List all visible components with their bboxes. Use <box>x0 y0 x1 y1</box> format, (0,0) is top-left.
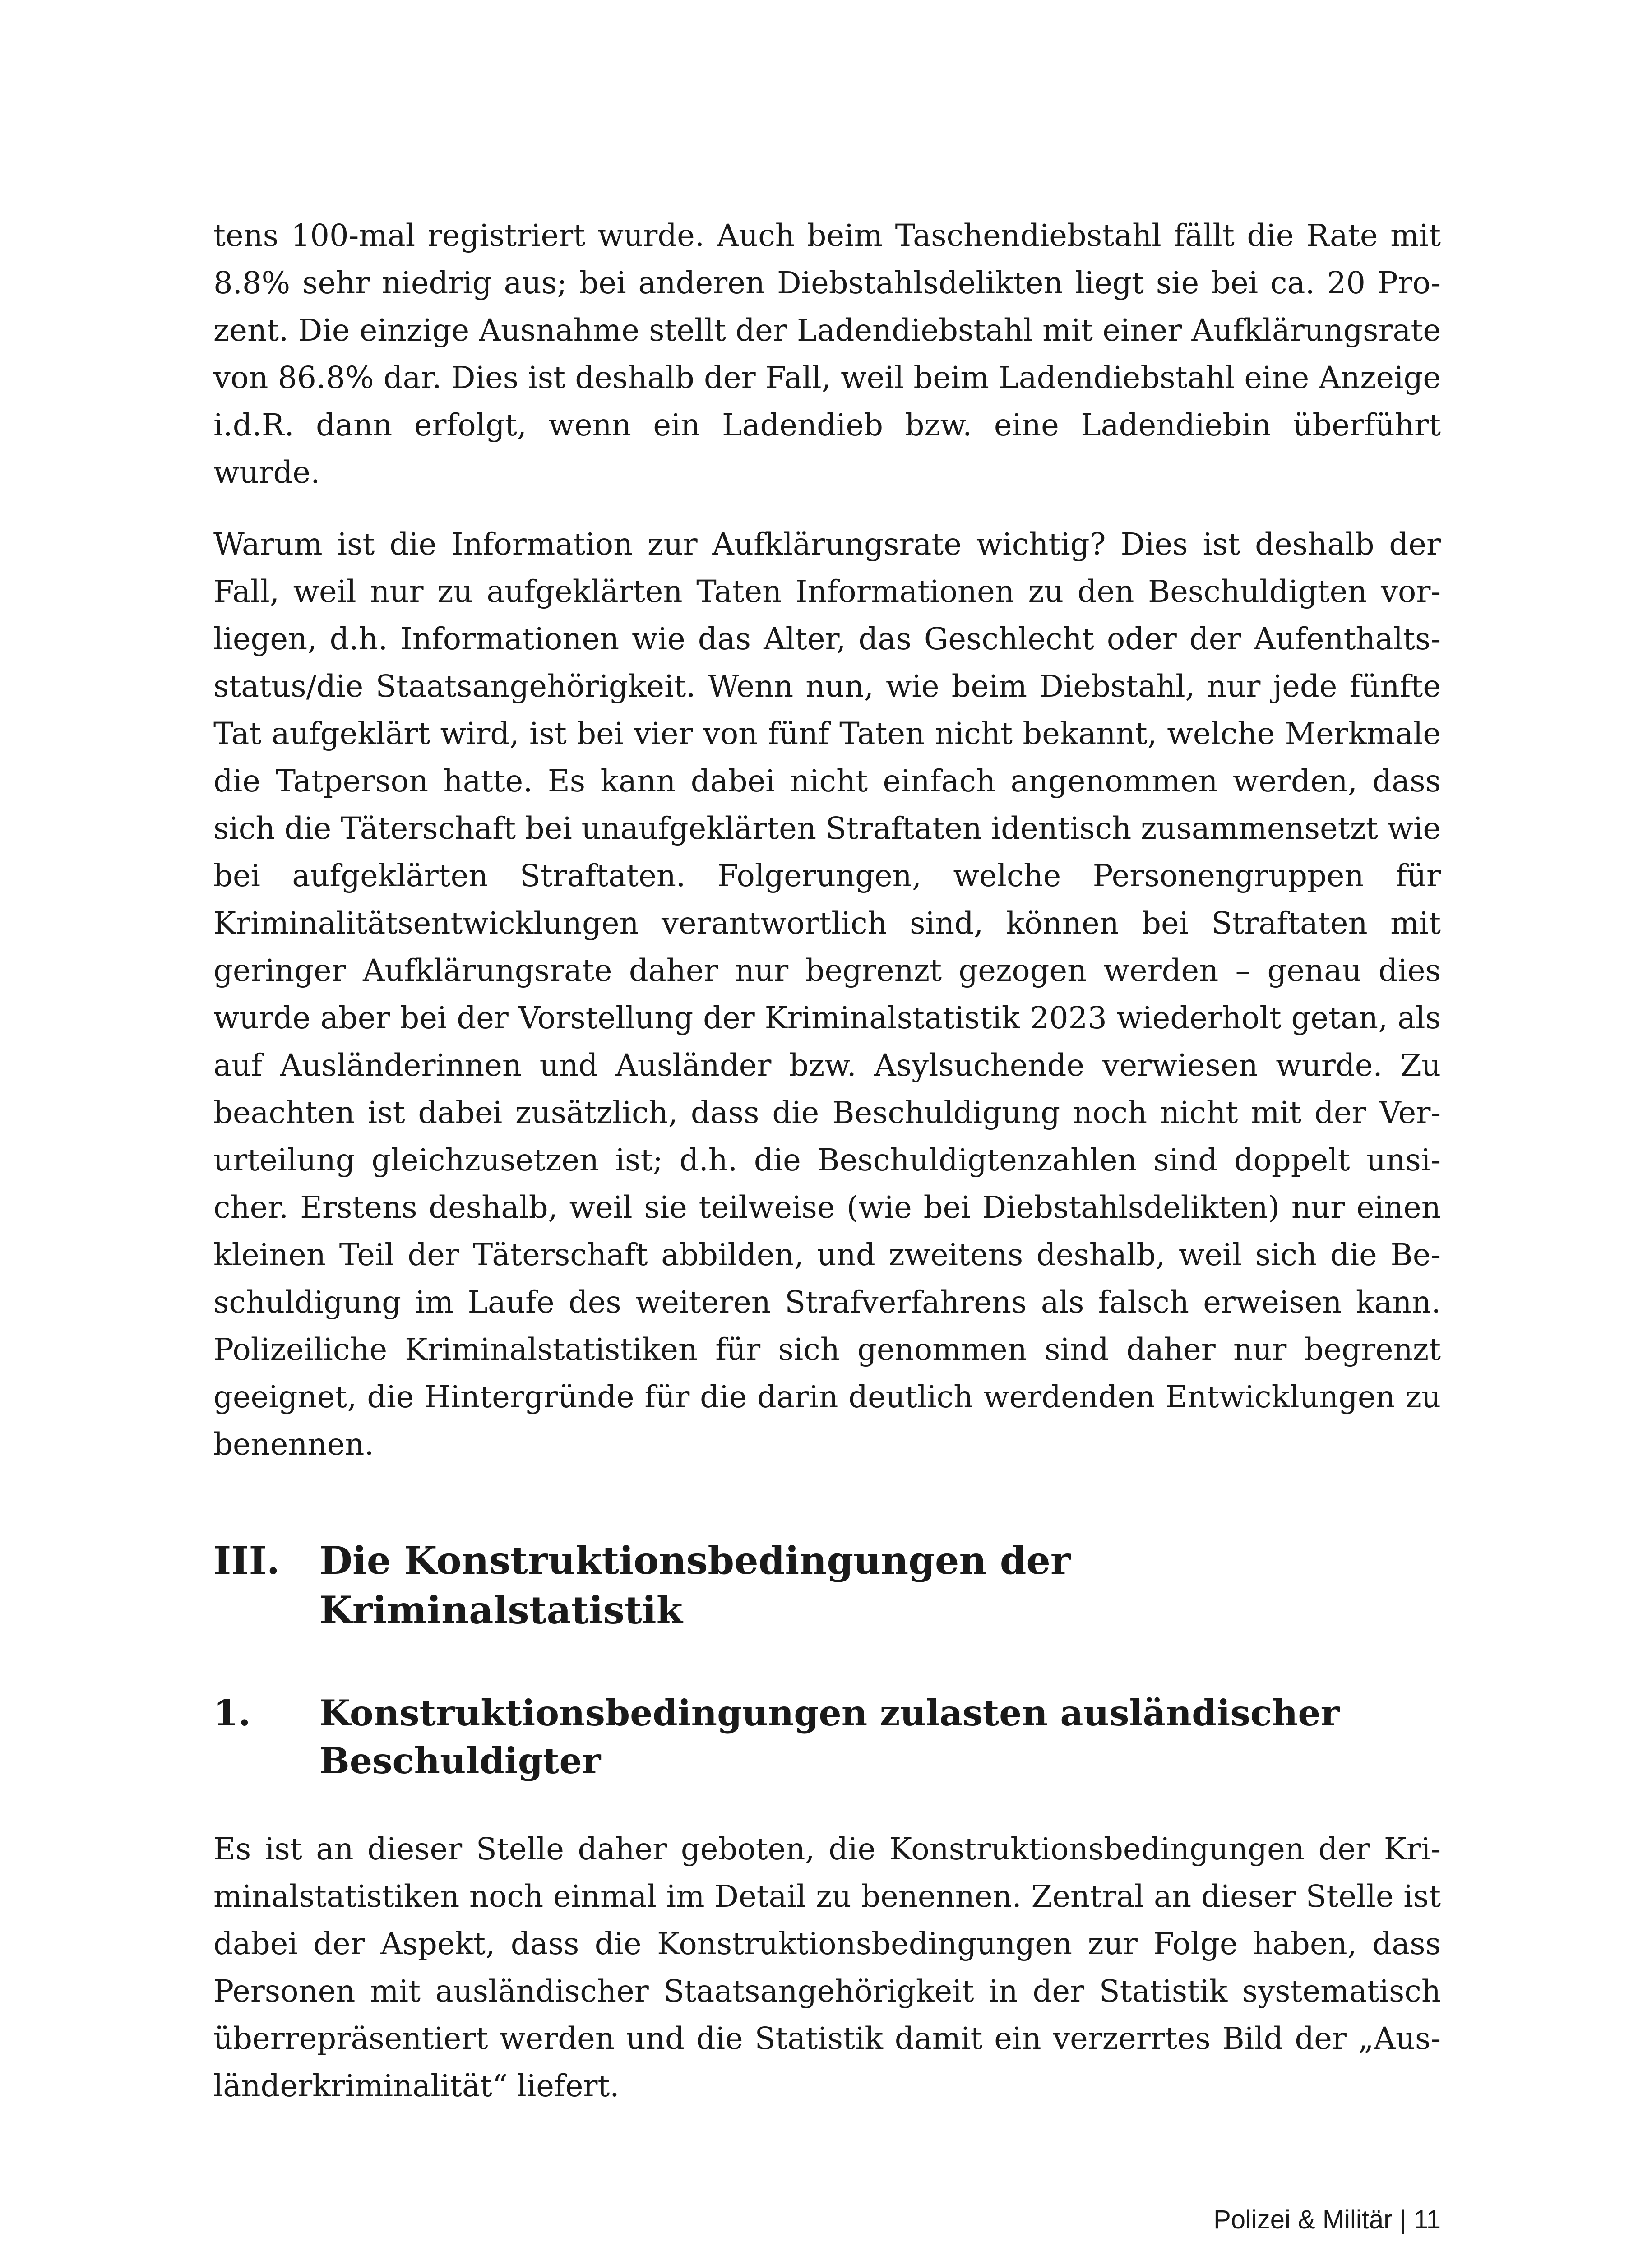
page-footer: Polizei & Militär | 11 <box>1213 2205 1441 2234</box>
subsection-number: 1. <box>213 1692 251 1734</box>
subsection-heading <box>213 1689 1441 1785</box>
section-number: III. <box>213 1538 280 1583</box>
body-paragraph: Warum ist die Information zur Aufklärungsrate wichtig? Dies ist deshalb der Fall, weil nur zu aufgeklärten Taten Informationen zu den Beschuldigten vorliegen, d.h. Informationen wie das Alter, das Geschlecht oder der Aufenthaltsstatus/die Staatsangehörigkeit. Wenn nun, wie beim Diebstahl, nur jede fünfte Tat aufgeklärt wird, ist bei vier von fünf Taten nicht bekannt, welche Merkmale die Tatperson hatte. Es kann dabei nicht einfach angenommen werden, dass sich die Täterschaft bei unaufgeklärten Straftaten identisch zusammensetzt wie bei aufgeklärten Straftaten. Folgerungen, welche Personengruppen für Kriminalitätsentwicklungen verantwortlich sind, können bei Straftaten mit geringer Aufklärungsrate daher nur begrenzt gezogen werden – genau dies wurde aber bei der Vorstellung der Kriminalstatistik 2023 wiederholt getan, als auf Ausländerinnen und Ausländer bzw. Asylsuchende verwiesen wurde. Zu beachten ist dabei zusätzlich, dass die Beschuldigung noch nicht mit der Verurteilung gleichzusetzen ist; d.h. die Beschuldigtenzahlen sind doppelt unsicher. Erstens deshalb, weil sie teilweise (wie bei Diebstahlsdelikten) nur einen kleinen Teil der Täterschaft abbilden, und zweitens deshalb, weil sich die Beschuldigung im Laufe des weiteren Strafverfahrens als falsch erweisen kann. Polizeiliche Kriminalstatistiken für sich genommen sind daher nur begrenzt geeignet, die Hintergründe für die darin deutlich werdenden Entwicklungen zu benennen. <box>213 527 1441 1462</box>
section-heading <box>213 1536 1441 1635</box>
text-column <box>213 212 1441 2110</box>
body-paragraph: Es ist an dieser Stelle daher geboten, die Konstruktionsbedingungen der Kriminalstatistiken noch einmal im Detail zu benennen. Zentral an dieser Stelle ist dabei der Aspekt, dass die Konstruktionsbedingungen zur Folge haben, dass Personen mit ausländischer Staatsangehörigkeit in der Statistik systematisch überrepräsentiert werden und die Statistik damit ein verzerrtes Bild der „Ausländerkriminalität“ liefert. <box>213 1831 1441 2103</box>
body-paragraph: tens 100-mal registriert wurde. Auch beim Taschendiebstahl fällt die Rate mit 8.8% sehr niedrig aus; bei anderen Diebstahlsdelikten liegt sie bei ca. 20 Prozent. Die einzige Ausnahme stellt der Ladendiebstahl mit einer Aufklärungsrate von 86.8% dar. Dies ist deshalb der Fall, weil beim Ladendiebstahl eine Anzeige i.d.R. dann erfolgt, wenn ein Ladendieb bzw. eine Ladendiebin überführt wurde. <box>213 218 1441 490</box>
subsection-title: Konstruktionsbedingungen zulasten ausländischer Beschuldigter <box>319 1692 1340 1782</box>
section-title: Die Konstruktionsbedingungen der Kriminalstatistik <box>319 1538 1071 1632</box>
